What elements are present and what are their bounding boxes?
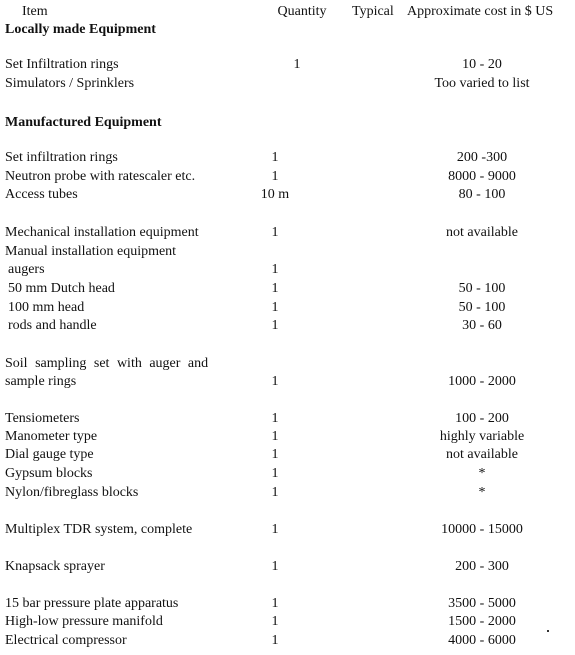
item-quantity: 1 bbox=[271, 225, 279, 240]
item-quantity: 1 bbox=[271, 447, 279, 462]
item-quantity: 1 bbox=[271, 150, 279, 165]
section-title: Manufactured Equipment bbox=[5, 115, 162, 130]
item-quantity: 1 bbox=[271, 318, 279, 333]
item-name: Mechanical installation equipment bbox=[5, 225, 199, 240]
scan-speck bbox=[547, 630, 549, 632]
item-quantity: 1 bbox=[271, 300, 279, 315]
item-quantity: 1 bbox=[271, 614, 279, 629]
item-name: Neutron probe with ratescaler etc. bbox=[5, 169, 196, 184]
item-cost: 30 - 60 bbox=[462, 318, 502, 333]
item-name: 15 bar pressure plate apparatus bbox=[5, 596, 179, 611]
item-name: Set infiltration rings bbox=[5, 150, 118, 165]
item-quantity: 1 bbox=[271, 485, 279, 500]
table-row bbox=[0, 484, 575, 502]
table-row bbox=[0, 224, 575, 242]
item-cost: 10000 - 15000 bbox=[441, 522, 523, 537]
item-cost: 4000 - 6000 bbox=[448, 633, 516, 648]
header-cost: Approximate cost in $ US bbox=[407, 4, 554, 19]
item-cost: 80 - 100 bbox=[458, 187, 506, 202]
item-name: Simulators / Sprinklers bbox=[5, 76, 135, 91]
item-quantity: 10 m bbox=[260, 187, 290, 202]
item-cost: 1500 - 2000 bbox=[448, 614, 516, 629]
item-quantity: 1 bbox=[293, 57, 301, 72]
item-name: augers bbox=[8, 262, 45, 277]
item-quantity: 1 bbox=[271, 429, 279, 444]
table-row bbox=[0, 186, 575, 204]
item-quantity: 1 bbox=[271, 596, 279, 611]
item-quantity: 1 bbox=[271, 411, 279, 426]
item-cost: 10 - 20 bbox=[462, 57, 502, 72]
item-quantity: 1 bbox=[271, 633, 279, 648]
section-title: Locally made Equipment bbox=[5, 22, 156, 37]
table-row bbox=[0, 521, 575, 539]
item-cost: 50 - 100 bbox=[458, 300, 506, 315]
item-cost: 200 - 300 bbox=[455, 559, 509, 574]
table-row bbox=[0, 243, 575, 261]
table-row bbox=[0, 280, 575, 298]
item-name: Knapsack sprayer bbox=[5, 559, 105, 574]
table-row bbox=[0, 428, 575, 446]
table-row bbox=[0, 317, 575, 335]
section-heading bbox=[0, 21, 575, 39]
item-name: Manometer type bbox=[5, 429, 98, 444]
item-quantity: 1 bbox=[271, 559, 279, 574]
item-name: Dial gauge type bbox=[5, 447, 94, 462]
table-row bbox=[0, 410, 575, 428]
item-cost: * bbox=[478, 466, 486, 481]
table-row bbox=[0, 373, 575, 391]
table-header bbox=[0, 3, 575, 21]
table-row bbox=[0, 355, 575, 373]
header-typical: Typical bbox=[352, 4, 394, 19]
table-row bbox=[0, 446, 575, 464]
section-heading bbox=[0, 114, 575, 132]
item-name: High-low pressure manifold bbox=[5, 614, 163, 629]
item-cost: highly variable bbox=[439, 429, 525, 444]
item-cost: 1000 - 2000 bbox=[448, 374, 516, 389]
item-cost: Too varied to list bbox=[434, 76, 530, 91]
item-cost: 50 - 100 bbox=[458, 281, 506, 296]
table-row bbox=[0, 613, 575, 631]
table-row bbox=[0, 299, 575, 317]
item-name: 50 mm Dutch head bbox=[8, 281, 115, 296]
item-name: sample rings bbox=[5, 374, 77, 389]
item-name: Manual installation equipment bbox=[5, 244, 177, 259]
table-row bbox=[0, 632, 575, 650]
item-name: Nylon/fibreglass blocks bbox=[5, 485, 139, 500]
table-row bbox=[0, 558, 575, 576]
item-name: 100 mm head bbox=[8, 300, 85, 315]
item-quantity: 1 bbox=[271, 262, 279, 277]
table-row bbox=[0, 75, 575, 93]
item-cost: 100 - 200 bbox=[455, 411, 509, 426]
item-name: Tensiometers bbox=[5, 411, 80, 426]
item-quantity: 1 bbox=[271, 522, 279, 537]
item-cost: not available bbox=[446, 447, 518, 462]
item-quantity: 1 bbox=[271, 169, 279, 184]
item-cost: 3500 - 5000 bbox=[448, 596, 516, 611]
item-name: Gypsum blocks bbox=[5, 466, 93, 481]
item-name: Electrical compressor bbox=[5, 633, 127, 648]
table-row bbox=[0, 465, 575, 483]
item-name: Access tubes bbox=[5, 187, 78, 202]
item-quantity: 1 bbox=[271, 374, 279, 389]
item-cost: 200 -300 bbox=[456, 150, 508, 165]
item-name: rods and handle bbox=[8, 318, 97, 333]
item-quantity: 1 bbox=[271, 281, 279, 296]
header-quantity: Quantity bbox=[277, 4, 327, 19]
item-name: Set Infiltration rings bbox=[5, 57, 119, 72]
table-row bbox=[0, 261, 575, 279]
item-name: Soil sampling set with auger and bbox=[5, 356, 209, 371]
table-row bbox=[0, 149, 575, 167]
item-quantity: 1 bbox=[271, 466, 279, 481]
table-row bbox=[0, 56, 575, 74]
item-cost: 8000 - 9000 bbox=[448, 169, 516, 184]
item-cost: * bbox=[478, 485, 486, 500]
item-cost: not available bbox=[446, 225, 518, 240]
table-row bbox=[0, 168, 575, 186]
item-name: Multiplex TDR system, complete bbox=[5, 522, 193, 537]
table-row bbox=[0, 595, 575, 613]
header-item: Item bbox=[22, 4, 48, 19]
